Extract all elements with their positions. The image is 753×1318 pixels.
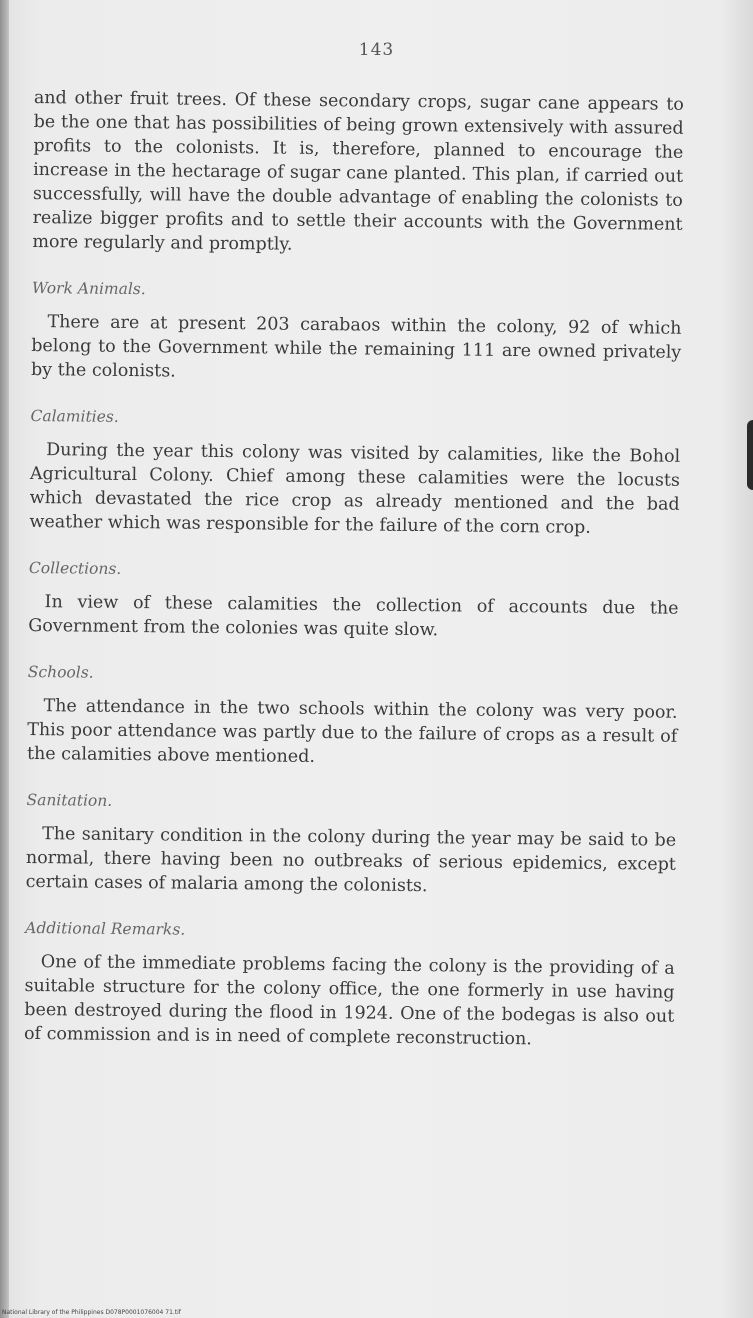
section-heading: Sanitation. <box>26 790 113 810</box>
section-calamities <box>29 404 680 541</box>
section-paragraph: During the year this colony was visited by calamities, like the Bohol Agricultural Colony. Chief among these calamities were the locusts which devastated the rice crop as already mentioned and the bad weather which was responsible for the failure of the corn crop. <box>29 440 681 538</box>
section-schools <box>27 660 678 773</box>
section-work-animals <box>31 276 682 389</box>
page-number: 143 <box>358 40 395 60</box>
section-heading: Schools. <box>27 662 94 682</box>
section-paragraph: One of the immediate problems facing the colony is the providing of a suitable structure for the colony office, the one formerly in use having been destroyed during the flood in 1924. One of the bodegas is also out of commission and is in need of complete reconstruction. <box>23 952 675 1050</box>
section-heading: Additional Remarks. <box>25 918 186 939</box>
scan-footer-id: National Library of the Philippines D078P0001076004 71.tif <box>2 1309 181 1316</box>
section-paragraph: The attendance in the two schools within the colony was very poor. This poor attendance was partly due to the failure of crops as a result of the calamities above mentioned. <box>26 696 678 767</box>
section-paragraph: The sanitary condition in the colony during the year may be said to be normal, there having been no outbreaks of serious epidemics, except certain cases of malaria among the colonists. <box>25 824 677 897</box>
section-heading: Calamities. <box>30 406 119 426</box>
section-paragraph: In view of these calamities the collection of accounts due the Government from the colonies was quite slow. <box>28 592 679 641</box>
section-heading: Collections. <box>28 558 122 578</box>
page-body <box>24 86 684 1053</box>
section-additional-remarks <box>24 916 675 1053</box>
page-binding-shadow <box>0 0 9 1318</box>
section-collections <box>28 556 679 645</box>
section-sanitation <box>26 788 677 901</box>
section-heading: Work Animals. <box>31 278 146 299</box>
intro-paragraph: and other fruit trees. Of these secondary crops, sugar cane appears to be the one that has possibilities of being grown extensively with assured profits to the colonists. It is, therefore, planned to encourage the increase in the hectarage of sugar cane planted. This plan, if carried out successfully, will have the double advantage of enabling the colonists to realize bigger profits and to settle their accounts with the Government more regularly and promptly. <box>32 87 684 255</box>
section-paragraph: There are at present 203 carabaos within the colony, 92 of which belong to the Government while the remaining 111 are owned privately by the colonists. <box>30 312 682 382</box>
page-edge-mark <box>747 420 753 490</box>
